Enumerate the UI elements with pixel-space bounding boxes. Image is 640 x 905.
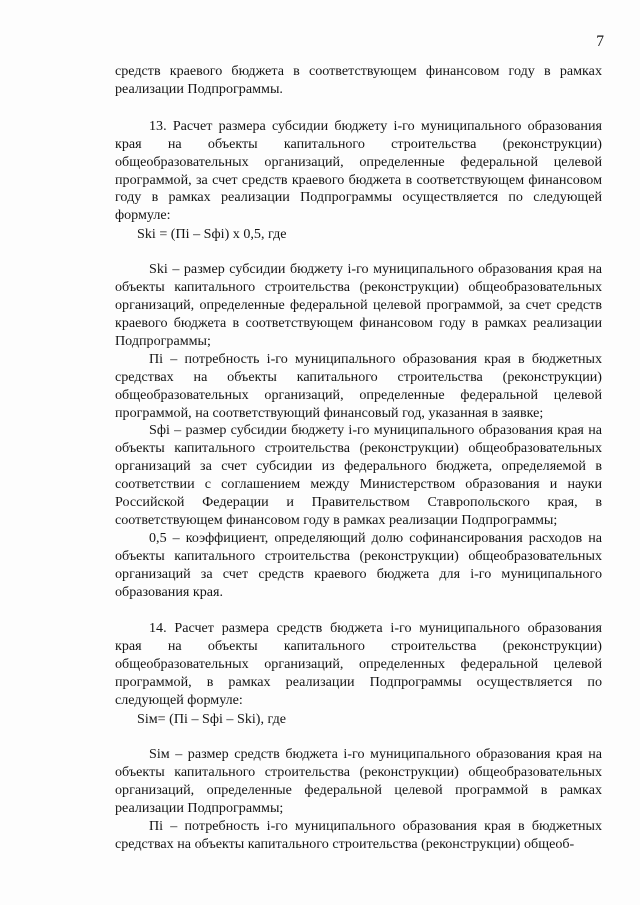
formula-sim: Siм= (Пi – Sфi – Ski), где	[137, 711, 287, 727]
definition-sfi: Sфi – размер субсидии бюджету i-го муниципального образования края на объекты капитального строительства (реконструкции) общеобразовательных организаций за счет субсидии из федерального бюджета, определяемой в соответствии с соглашением между Министерством образования и науки Российской Федерации и Правительством Ставропольского края, в соответствующем финансовом году в рамках реализации Подпрограммы;	[115, 422, 602, 528]
definition-sim: Siм – размер средств бюджета i-го муниципального образования края на объекты капитального строительства (реконструкции) общеобразовательных организаций, определенные федеральной целевой программой в рамках реализации Подпрограммы;	[115, 746, 602, 816]
section-14-paragraph: 14. Расчет размера средств бюджета i-го муниципального образования края на объекты капитального строительства (реконструкции) общеобразовательных организаций, определенных федеральной целевой программой, в рамках реализации Подпрограммы осуществляется по следующей формуле:	[115, 620, 602, 709]
definition-coefficient: 0,5 – коэффициент, определяющий долю софинансирования расходов на объекты капитального строительства (реконструкции) общеобразовательных организаций за счет средств краевого бюджета для i-го муниципального образования края.	[115, 529, 602, 600]
definition-pi-2: Пi – потребность i-го муниципального образования края в бюджетных средствах на объекты капитального строительства (реконструкции) общеоб-	[115, 817, 602, 852]
document-body	[115, 63, 602, 853]
definition-ski: Ski – размер субсидии бюджету i-го муниципального образования края на объекты капитального строительства (реконструкции) общеобразовательных организаций, определенные федеральной целевой программой, за счет средств краевого бюджета в соответствующем финансовом году в рамках реализации Подпрограммы;	[115, 261, 602, 349]
page-number: 7	[596, 33, 604, 50]
formula-ski: Ski = (Пi – Sфi) x 0,5, где	[137, 226, 287, 243]
section-13-paragraph: 13. Расчет размера субсидии бюджету i-го муниципального образования края на объекты капитального строительства (реконструкции) общеобразовательных организаций, определенные федеральной целевой программой, за счет средств краевого бюджета в соответствующем финансовом году в рамках реализации Подпрограммы осуществляется по следующей формуле:	[115, 117, 602, 224]
definition-pi: Пi – потребность i-го муниципального образования края в бюджетных средствах на объекты капитального строительства (реконструкции) общеобразовательных организаций, определенные федеральной целевой программой, на соответствующий финансовый год, указанная в заявке;	[115, 350, 602, 421]
paragraph-continuation: средств краевого бюджета в соответствующем финансовом году в рамках реализации Подпрограммы.	[115, 63, 602, 97]
